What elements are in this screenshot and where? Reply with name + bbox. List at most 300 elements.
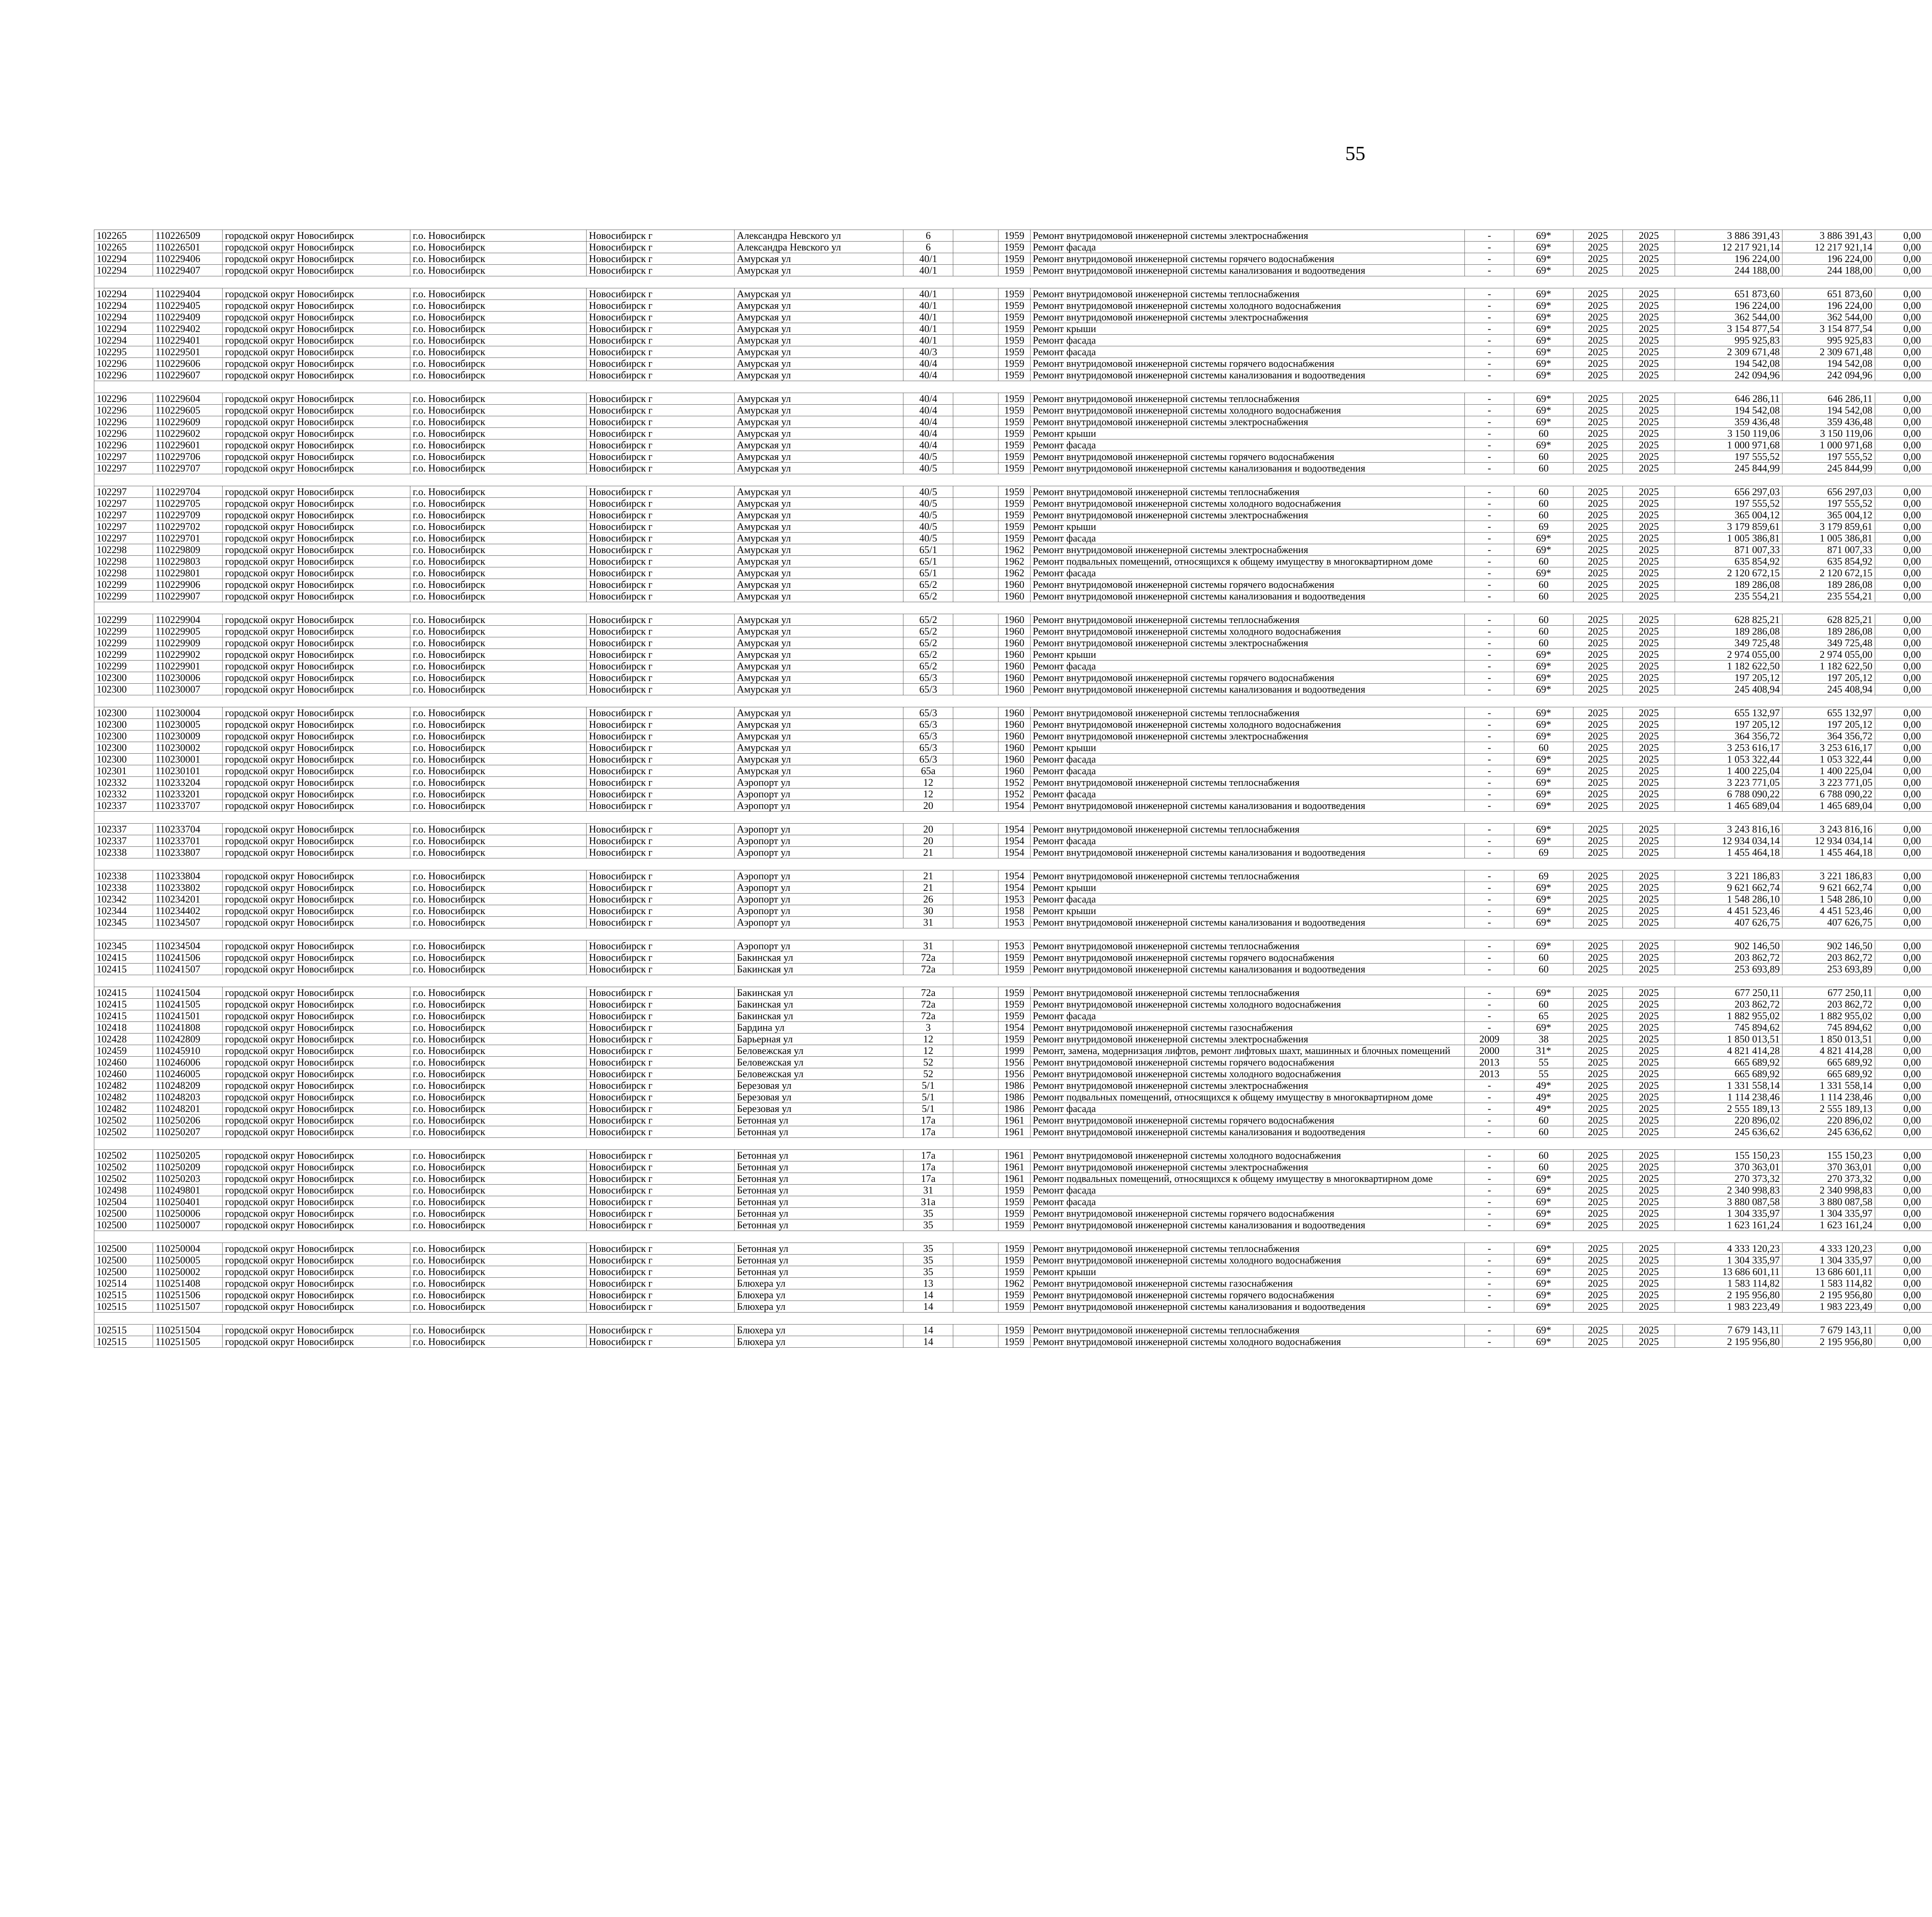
- spacer-row: [94, 858, 1932, 870]
- cell-locality: Новосибирск г: [587, 637, 735, 649]
- cell-house-number: 3: [903, 1022, 953, 1033]
- cell-previous-repair-year: -: [1464, 591, 1514, 602]
- cell-previous-repair-year: -: [1464, 544, 1514, 556]
- cell-house-number: 35: [903, 1208, 953, 1219]
- cell-total-cost: 370 363,01: [1675, 1161, 1782, 1173]
- cell-house-number: 40/1: [903, 300, 953, 312]
- cell-build-year: 1959: [998, 1325, 1030, 1336]
- cell-house-id: 102415: [94, 999, 153, 1010]
- cell-previous-repair-year: -: [1464, 335, 1514, 346]
- cell-municipality: г.о. Новосибирск: [410, 1091, 587, 1103]
- cell-previous-repair-year: -: [1464, 730, 1514, 742]
- cell-fund-cost: 189 286,08: [1782, 626, 1875, 637]
- cell-house-number: 65/3: [903, 719, 953, 730]
- cell-wear-percent: 69*: [1514, 707, 1573, 719]
- cell-plan-year-start: 2025: [1573, 730, 1623, 742]
- cell-work-type: Ремонт внутридомовой инженерной системы горячего водоснабжения: [1030, 579, 1464, 591]
- cell-building: [953, 1126, 998, 1138]
- cell-building: [953, 230, 998, 242]
- cell-plan-year-start: 2025: [1573, 1336, 1623, 1348]
- cell-fund-cost: 349 725,48: [1782, 637, 1875, 649]
- cell-house-id: 102299: [94, 661, 153, 672]
- cell-work-id: 110229905: [153, 626, 223, 637]
- cell-build-year: 1960: [998, 754, 1030, 765]
- cell-house-id: 102297: [94, 463, 153, 474]
- cell-budget-cost-federal: 0,00: [1875, 1185, 1932, 1196]
- cell-fund-cost: 635 854,92: [1782, 556, 1875, 567]
- cell-total-cost: 3 223 771,05: [1675, 777, 1782, 788]
- cell-build-year: 1959: [998, 335, 1030, 346]
- cell-municipal-district: городской округ Новосибирск: [223, 312, 410, 323]
- cell-house-number: 12: [903, 1045, 953, 1057]
- cell-fund-cost: 995 925,83: [1782, 335, 1875, 346]
- cell-municipal-district: городской округ Новосибирск: [223, 952, 410, 964]
- cell-previous-repair-year: -: [1464, 754, 1514, 765]
- cell-work-id: 110229409: [153, 312, 223, 323]
- cell-previous-repair-year: -: [1464, 1196, 1514, 1208]
- cell-fund-cost: 902 146,50: [1782, 940, 1875, 952]
- cell-budget-cost-federal: 0,00: [1875, 288, 1932, 300]
- cell-total-cost: 1 983 223,49: [1675, 1301, 1782, 1313]
- cell-previous-repair-year: -: [1464, 1336, 1514, 1348]
- cell-house-id: 102502: [94, 1150, 153, 1161]
- cell-plan-year-start: 2025: [1573, 346, 1623, 358]
- table-row: [94, 300, 1932, 312]
- cell-municipality: г.о. Новосибирск: [410, 1266, 587, 1278]
- cell-work-id: 110250006: [153, 1208, 223, 1219]
- cell-municipal-district: городской округ Новосибирск: [223, 1219, 410, 1231]
- cell-municipal-district: городской округ Новосибирск: [223, 800, 410, 812]
- cell-previous-repair-year: -: [1464, 777, 1514, 788]
- cell-plan-year-end: 2025: [1623, 498, 1675, 509]
- cell-plan-year-start: 2025: [1573, 230, 1623, 242]
- cell-locality: Новосибирск г: [587, 614, 735, 626]
- cell-work-type: Ремонт внутридомовой инженерной системы теплоснабжения: [1030, 987, 1464, 999]
- cell-locality: Новосибирск г: [587, 987, 735, 999]
- cell-build-year: 1959: [998, 533, 1030, 544]
- cell-previous-repair-year: -: [1464, 649, 1514, 661]
- cell-budget-cost-federal: 0,00: [1875, 672, 1932, 684]
- repair-registry-table: [94, 230, 1932, 1348]
- cell-work-type: Ремонт внутридомовой инженерной системы горячего водоснабжения: [1030, 253, 1464, 265]
- cell-municipality: г.о. Новосибирск: [410, 393, 587, 405]
- cell-locality: Новосибирск г: [587, 1115, 735, 1126]
- cell-locality: Новосибирск г: [587, 1185, 735, 1196]
- cell-total-cost: 1 548 286,10: [1675, 894, 1782, 905]
- cell-build-year: 1959: [998, 1255, 1030, 1266]
- cell-build-year: 1986: [998, 1091, 1030, 1103]
- cell-plan-year-end: 2025: [1623, 358, 1675, 369]
- cell-house-id: 102296: [94, 416, 153, 428]
- cell-municipality: г.о. Новосибирск: [410, 416, 587, 428]
- cell-wear-percent: 69*: [1514, 1266, 1573, 1278]
- cell-wear-percent: 65: [1514, 1010, 1573, 1022]
- cell-build-year: 1959: [998, 999, 1030, 1010]
- cell-work-type: Ремонт внутридомовой инженерной системы теплоснабжения: [1030, 707, 1464, 719]
- cell-fund-cost: 1 548 286,10: [1782, 894, 1875, 905]
- cell-build-year: 1954: [998, 870, 1030, 882]
- cell-plan-year-end: 2025: [1623, 649, 1675, 661]
- cell-plan-year-end: 2025: [1623, 323, 1675, 335]
- cell-build-year: 1961: [998, 1161, 1030, 1173]
- cell-budget-cost-federal: 0,00: [1875, 242, 1932, 253]
- cell-street: Амурская ул: [735, 451, 903, 463]
- cell-municipality: г.о. Новосибирск: [410, 323, 587, 335]
- cell-plan-year-end: 2025: [1623, 579, 1675, 591]
- cell-plan-year-end: 2025: [1623, 463, 1675, 474]
- cell-build-year: 1953: [998, 940, 1030, 952]
- cell-budget-cost-federal: 0,00: [1875, 626, 1932, 637]
- cell-fund-cost: 1 850 013,51: [1782, 1033, 1875, 1045]
- cell-total-cost: 12 217 921,14: [1675, 242, 1782, 253]
- cell-house-id: 102514: [94, 1278, 153, 1289]
- cell-wear-percent: 60: [1514, 451, 1573, 463]
- cell-wear-percent: 69*: [1514, 369, 1573, 381]
- cell-street: Бетонная ул: [735, 1173, 903, 1185]
- cell-wear-percent: 69*: [1514, 346, 1573, 358]
- cell-wear-percent: 69*: [1514, 1185, 1573, 1196]
- cell-municipality: г.о. Новосибирск: [410, 1325, 587, 1336]
- cell-plan-year-start: 2025: [1573, 312, 1623, 323]
- cell-street: Аэропорт ул: [735, 777, 903, 788]
- cell-building: [953, 649, 998, 661]
- cell-fund-cost: 4 451 523,46: [1782, 905, 1875, 917]
- cell-municipality: г.о. Новосибирск: [410, 824, 587, 835]
- cell-budget-cost-federal: 0,00: [1875, 847, 1932, 858]
- cell-build-year: 1954: [998, 800, 1030, 812]
- cell-locality: Новосибирск г: [587, 312, 735, 323]
- cell-fund-cost: 370 363,01: [1782, 1161, 1875, 1173]
- cell-work-id: 110233804: [153, 870, 223, 882]
- cell-wear-percent: 60: [1514, 509, 1573, 521]
- cell-wear-percent: 69*: [1514, 940, 1573, 952]
- cell-wear-percent: 69*: [1514, 439, 1573, 451]
- cell-plan-year-start: 2025: [1573, 824, 1623, 835]
- cell-municipality: г.о. Новосибирск: [410, 1115, 587, 1126]
- cell-building: [953, 1161, 998, 1173]
- cell-budget-cost-federal: 0,00: [1875, 1301, 1932, 1313]
- cell-municipal-district: городской округ Новосибирск: [223, 637, 410, 649]
- cell-budget-cost-federal: 0,00: [1875, 637, 1932, 649]
- cell-building: [953, 544, 998, 556]
- cell-street: Амурская ул: [735, 416, 903, 428]
- cell-municipal-district: городской округ Новосибирск: [223, 486, 410, 498]
- cell-locality: Новосибирск г: [587, 253, 735, 265]
- cell-building: [953, 870, 998, 882]
- cell-previous-repair-year: -: [1464, 1126, 1514, 1138]
- cell-previous-repair-year: -: [1464, 824, 1514, 835]
- cell-total-cost: 4 821 414,28: [1675, 1045, 1782, 1057]
- cell-fund-cost: 9 621 662,74: [1782, 882, 1875, 894]
- cell-build-year: 1954: [998, 835, 1030, 847]
- cell-municipal-district: городской округ Новосибирск: [223, 672, 410, 684]
- cell-build-year: 1960: [998, 579, 1030, 591]
- cell-house-number: 65/3: [903, 684, 953, 695]
- table-row: [94, 1057, 1932, 1068]
- cell-building: [953, 777, 998, 788]
- cell-street: Амурская ул: [735, 567, 903, 579]
- table-row: [94, 637, 1932, 649]
- cell-total-cost: 1 304 335,97: [1675, 1208, 1782, 1219]
- cell-house-id: 102299: [94, 637, 153, 649]
- cell-budget-cost-federal: 0,00: [1875, 777, 1932, 788]
- cell-house-number: 65/2: [903, 579, 953, 591]
- cell-street: Амурская ул: [735, 661, 903, 672]
- cell-house-id: 102415: [94, 964, 153, 975]
- cell-house-id: 102482: [94, 1091, 153, 1103]
- cell-house-number: 52: [903, 1068, 953, 1080]
- cell-build-year: 1959: [998, 416, 1030, 428]
- cell-fund-cost: 2 120 672,15: [1782, 567, 1875, 579]
- table-row: [94, 742, 1932, 754]
- cell-locality: Новосибирск г: [587, 1150, 735, 1161]
- cell-plan-year-start: 2025: [1573, 1045, 1623, 1057]
- cell-plan-year-end: 2025: [1623, 1243, 1675, 1255]
- cell-total-cost: 3 243 816,16: [1675, 824, 1782, 835]
- cell-house-id: 102294: [94, 335, 153, 346]
- cell-previous-repair-year: -: [1464, 1255, 1514, 1266]
- cell-house-number: 40/4: [903, 369, 953, 381]
- cell-fund-cost: 362 544,00: [1782, 312, 1875, 323]
- cell-plan-year-end: 2025: [1623, 544, 1675, 556]
- cell-building: [953, 800, 998, 812]
- cell-total-cost: 646 286,11: [1675, 393, 1782, 405]
- cell-house-id: 102300: [94, 684, 153, 695]
- cell-fund-cost: 12 217 921,14: [1782, 242, 1875, 253]
- cell-plan-year-end: 2025: [1623, 1091, 1675, 1103]
- cell-build-year: 1960: [998, 637, 1030, 649]
- cell-house-id: 102337: [94, 800, 153, 812]
- cell-wear-percent: 69*: [1514, 533, 1573, 544]
- cell-total-cost: 4 451 523,46: [1675, 905, 1782, 917]
- cell-plan-year-end: 2025: [1623, 1068, 1675, 1080]
- cell-plan-year-end: 2025: [1623, 242, 1675, 253]
- spacer-cell: [94, 1231, 1932, 1243]
- cell-street: Бакинская ул: [735, 964, 903, 975]
- cell-building: [953, 672, 998, 684]
- cell-work-type: Ремонт внутридомовой инженерной системы теплоснабжения: [1030, 777, 1464, 788]
- cell-build-year: 1959: [998, 428, 1030, 439]
- cell-locality: Новосибирск г: [587, 940, 735, 952]
- table-row: [94, 498, 1932, 509]
- cell-building: [953, 439, 998, 451]
- cell-plan-year-end: 2025: [1623, 719, 1675, 730]
- cell-municipality: г.о. Новосибирск: [410, 439, 587, 451]
- cell-build-year: 1961: [998, 1150, 1030, 1161]
- cell-work-type: Ремонт крыши: [1030, 1266, 1464, 1278]
- cell-street: Бакинская ул: [735, 1010, 903, 1022]
- cell-building: [953, 405, 998, 416]
- cell-total-cost: 745 894,62: [1675, 1022, 1782, 1033]
- table-row: [94, 1185, 1932, 1196]
- cell-building: [953, 940, 998, 952]
- cell-municipality: г.о. Новосибирск: [410, 451, 587, 463]
- cell-previous-repair-year: -: [1464, 788, 1514, 800]
- cell-house-id: 102500: [94, 1266, 153, 1278]
- cell-plan-year-start: 2025: [1573, 1266, 1623, 1278]
- cell-building: [953, 498, 998, 509]
- cell-total-cost: 628 825,21: [1675, 614, 1782, 626]
- cell-municipality: г.о. Новосибирск: [410, 544, 587, 556]
- cell-plan-year-end: 2025: [1623, 265, 1675, 276]
- cell-total-cost: 655 132,97: [1675, 707, 1782, 719]
- cell-wear-percent: 69*: [1514, 800, 1573, 812]
- cell-work-type: Ремонт внутридомовой инженерной системы электроснабжения: [1030, 1161, 1464, 1173]
- cell-locality: Новосибирск г: [587, 335, 735, 346]
- cell-fund-cost: 194 542,08: [1782, 405, 1875, 416]
- cell-previous-repair-year: -: [1464, 684, 1514, 695]
- cell-locality: Новосибирск г: [587, 1196, 735, 1208]
- table-row: [94, 835, 1932, 847]
- cell-budget-cost-federal: 0,00: [1875, 509, 1932, 521]
- cell-build-year: 1960: [998, 626, 1030, 637]
- cell-plan-year-end: 2025: [1623, 765, 1675, 777]
- cell-municipality: г.о. Новосибирск: [410, 719, 587, 730]
- cell-building: [953, 1010, 998, 1022]
- cell-locality: Новосибирск г: [587, 964, 735, 975]
- cell-house-id: 102297: [94, 521, 153, 533]
- cell-total-cost: 1 465 689,04: [1675, 800, 1782, 812]
- cell-street: Амурская ул: [735, 288, 903, 300]
- cell-budget-cost-federal: 0,00: [1875, 1126, 1932, 1138]
- cell-fund-cost: 3 154 877,54: [1782, 323, 1875, 335]
- cell-house-number: 17а: [903, 1126, 953, 1138]
- cell-budget-cost-federal: 0,00: [1875, 952, 1932, 964]
- cell-fund-cost: 2 195 956,80: [1782, 1336, 1875, 1348]
- cell-budget-cost-federal: 0,00: [1875, 870, 1932, 882]
- cell-work-id: 110234402: [153, 905, 223, 917]
- cell-locality: Новосибирск г: [587, 1208, 735, 1219]
- cell-budget-cost-federal: 0,00: [1875, 742, 1932, 754]
- spacer-cell: [94, 695, 1932, 707]
- cell-fund-cost: 220 896,02: [1782, 1115, 1875, 1126]
- cell-build-year: 1959: [998, 312, 1030, 323]
- cell-street: Аэропорт ул: [735, 882, 903, 894]
- cell-work-type: Ремонт внутридомовой инженерной системы канализования и водоотведения: [1030, 1126, 1464, 1138]
- cell-wear-percent: 69*: [1514, 393, 1573, 405]
- cell-house-id: 102296: [94, 405, 153, 416]
- cell-work-id: 110226509: [153, 230, 223, 242]
- cell-building: [953, 1103, 998, 1115]
- cell-work-type: Ремонт внутридомовой инженерной системы горячего водоснабжения: [1030, 1115, 1464, 1126]
- table-row: [94, 416, 1932, 428]
- cell-work-type: Ремонт внутридомовой инженерной системы электроснабжения: [1030, 416, 1464, 428]
- cell-wear-percent: 69*: [1514, 1255, 1573, 1266]
- cell-municipal-district: городской округ Новосибирск: [223, 1022, 410, 1033]
- cell-fund-cost: 155 150,23: [1782, 1150, 1875, 1161]
- cell-house-id: 102299: [94, 649, 153, 661]
- cell-locality: Новосибирск г: [587, 451, 735, 463]
- cell-previous-repair-year: -: [1464, 894, 1514, 905]
- cell-wear-percent: 60: [1514, 498, 1573, 509]
- cell-plan-year-start: 2025: [1573, 707, 1623, 719]
- cell-total-cost: 203 862,72: [1675, 952, 1782, 964]
- cell-street: Амурская ул: [735, 614, 903, 626]
- cell-municipal-district: городской округ Новосибирск: [223, 882, 410, 894]
- cell-house-id: 102296: [94, 369, 153, 381]
- cell-house-number: 65/2: [903, 637, 953, 649]
- cell-budget-cost-federal: 0,00: [1875, 544, 1932, 556]
- cell-plan-year-start: 2025: [1573, 1033, 1623, 1045]
- cell-total-cost: 3 179 859,61: [1675, 521, 1782, 533]
- cell-house-number: 5/1: [903, 1080, 953, 1091]
- cell-budget-cost-federal: 0,00: [1875, 1010, 1932, 1022]
- cell-locality: Новосибирск г: [587, 439, 735, 451]
- cell-work-type: Ремонт подвальных помещений, относящихся к общему имуществу в многоквартирном доме: [1030, 1173, 1464, 1185]
- cell-work-type: Ремонт внутридомовой инженерной системы холодного водоснабжения: [1030, 1068, 1464, 1080]
- cell-previous-repair-year: 2000: [1464, 1045, 1514, 1057]
- cell-house-id: 102515: [94, 1336, 153, 1348]
- cell-house-id: 102297: [94, 498, 153, 509]
- cell-house-id: 102298: [94, 556, 153, 567]
- cell-plan-year-start: 2025: [1573, 905, 1623, 917]
- cell-locality: Новосибирск г: [587, 428, 735, 439]
- cell-previous-repair-year: -: [1464, 486, 1514, 498]
- cell-municipality: г.о. Новосибирск: [410, 1196, 587, 1208]
- cell-house-id: 102296: [94, 428, 153, 439]
- table-row: [94, 999, 1932, 1010]
- cell-municipal-district: городской округ Новосибирск: [223, 451, 410, 463]
- cell-house-number: 40/1: [903, 288, 953, 300]
- cell-work-id: 110229709: [153, 509, 223, 521]
- cell-work-id: 110251506: [153, 1289, 223, 1301]
- cell-plan-year-start: 2025: [1573, 509, 1623, 521]
- table-row: [94, 917, 1932, 928]
- cell-work-type: Ремонт внутридомовой инженерной системы горячего водоснабжения: [1030, 672, 1464, 684]
- cell-work-type: Ремонт внутридомовой инженерной системы канализования и водоотведения: [1030, 369, 1464, 381]
- cell-build-year: 1959: [998, 521, 1030, 533]
- cell-work-type: Ремонт внутридомовой инженерной системы горячего водоснабжения: [1030, 1208, 1464, 1219]
- cell-build-year: 1961: [998, 1126, 1030, 1138]
- cell-budget-cost-federal: 0,00: [1875, 591, 1932, 602]
- cell-building: [953, 300, 998, 312]
- cell-street: Амурская ул: [735, 533, 903, 544]
- cell-total-cost: 197 555,52: [1675, 451, 1782, 463]
- cell-house-number: 40/1: [903, 323, 953, 335]
- cell-street: Бетонная ул: [735, 1115, 903, 1126]
- cell-municipal-district: городской округ Новосибирск: [223, 335, 410, 346]
- cell-locality: Новосибирск г: [587, 626, 735, 637]
- cell-plan-year-end: 2025: [1623, 533, 1675, 544]
- cell-work-type: Ремонт крыши: [1030, 521, 1464, 533]
- cell-municipality: г.о. Новосибирск: [410, 1289, 587, 1301]
- cell-locality: Новосибирск г: [587, 1278, 735, 1289]
- cell-previous-repair-year: -: [1464, 498, 1514, 509]
- cell-municipality: г.о. Новосибирск: [410, 835, 587, 847]
- cell-building: [953, 323, 998, 335]
- cell-house-number: 20: [903, 835, 953, 847]
- spacer-cell: [94, 858, 1932, 870]
- cell-work-type: Ремонт фасада: [1030, 346, 1464, 358]
- registry-body: [94, 230, 1932, 1348]
- cell-building: [953, 1173, 998, 1185]
- cell-building: [953, 1022, 998, 1033]
- cell-previous-repair-year: -: [1464, 1103, 1514, 1115]
- table-row: [94, 521, 1932, 533]
- cell-budget-cost-federal: 0,00: [1875, 1161, 1932, 1173]
- cell-house-number: 21: [903, 847, 953, 858]
- cell-street: Аэропорт ул: [735, 870, 903, 882]
- cell-work-type: Ремонт фасада: [1030, 661, 1464, 672]
- cell-locality: Новосибирск г: [587, 369, 735, 381]
- cell-plan-year-start: 2025: [1573, 253, 1623, 265]
- cell-budget-cost-federal: 0,00: [1875, 719, 1932, 730]
- cell-plan-year-start: 2025: [1573, 335, 1623, 346]
- cell-work-type: Ремонт внутридомовой инженерной системы теплоснабжения: [1030, 824, 1464, 835]
- cell-building: [953, 1208, 998, 1219]
- cell-municipal-district: городской округ Новосибирск: [223, 1173, 410, 1185]
- cell-work-type: Ремонт фасада: [1030, 242, 1464, 253]
